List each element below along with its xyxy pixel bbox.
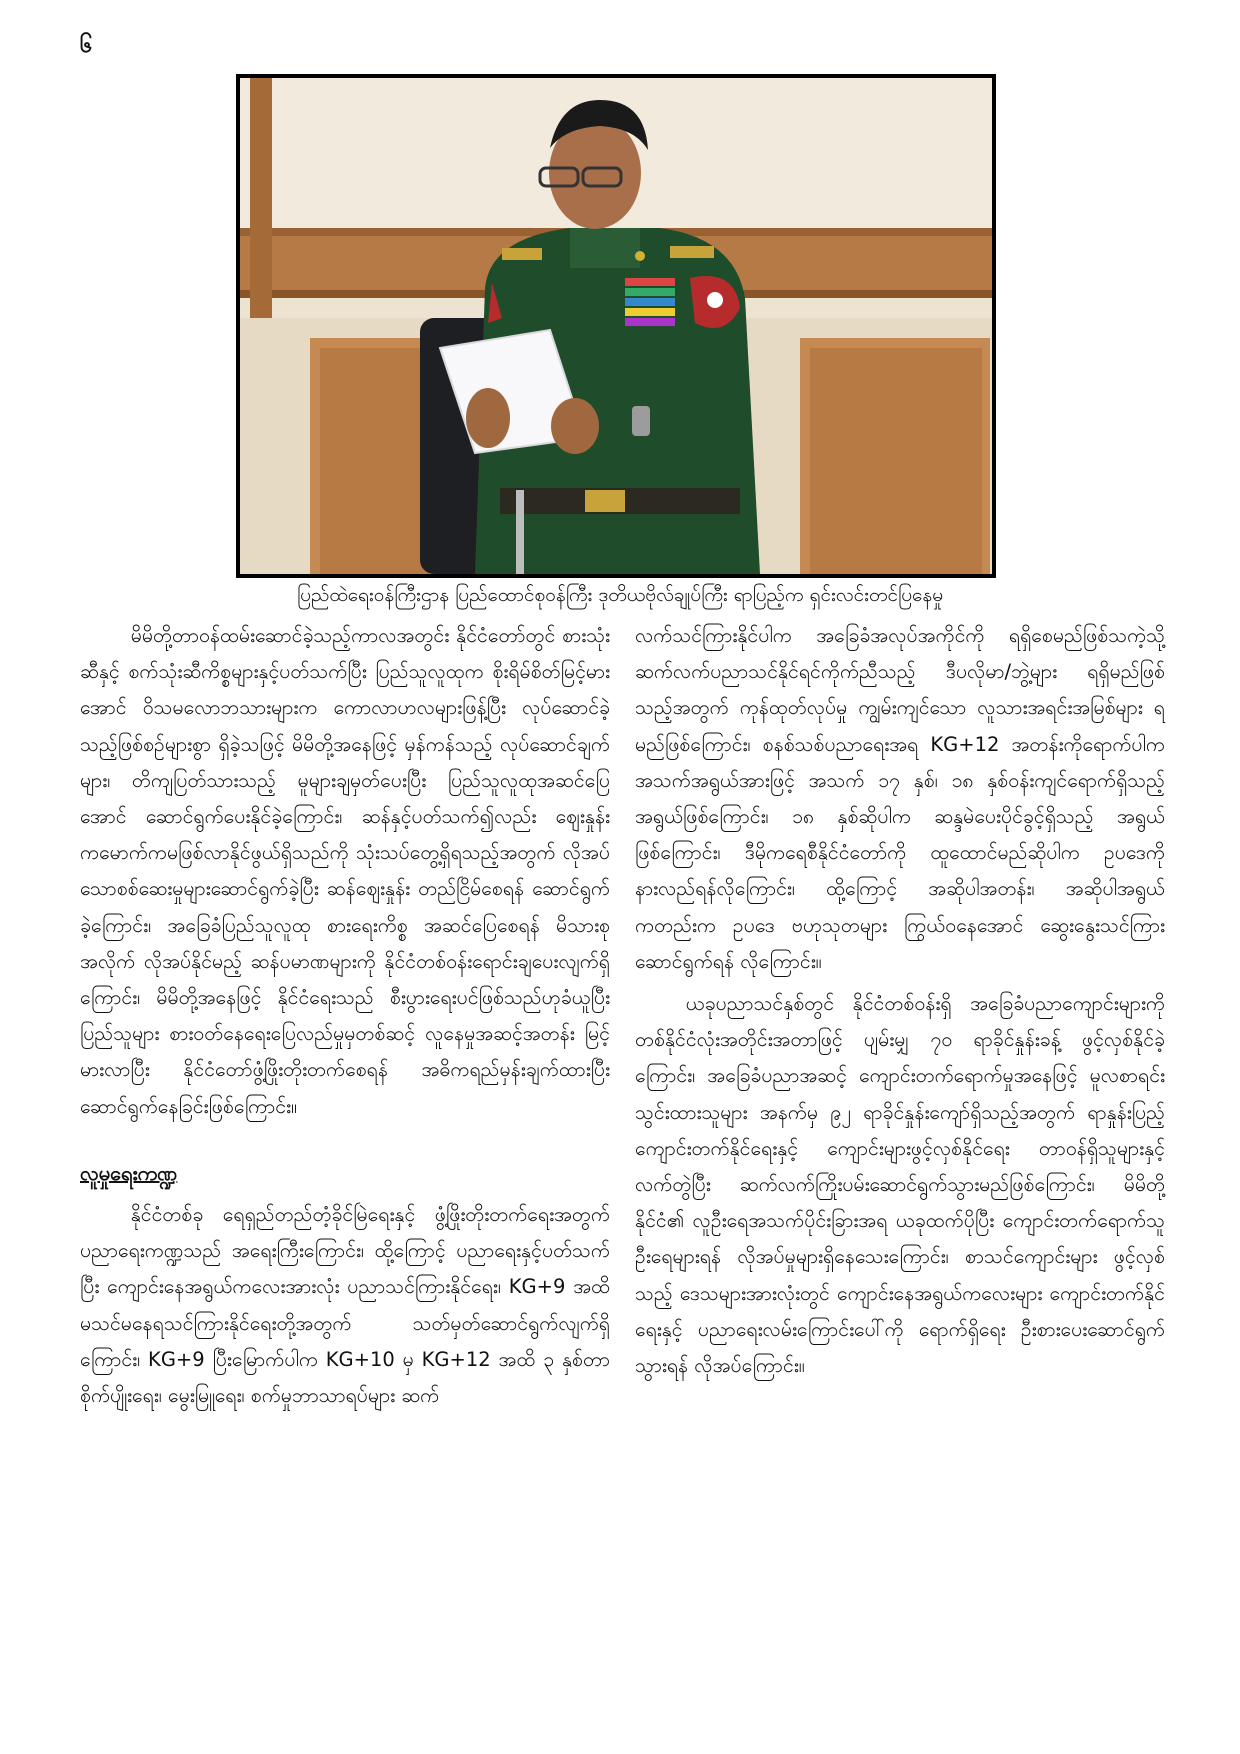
speaker-photo [236, 74, 996, 578]
paragraph-education: နိုင်ငံတစ်ခု ရေရှည်တည်တံ့ခိုင်မြဲရေးနှင့် ဖွံ့ဖြိုးတိုးတက်ရေးအတွက် ပညာရေးကဏ္ဍသည် အရေးကြီးကြောင်း၊ ထို့ကြောင့် ပညာရေးနှင့်ပတ်သက်ပြီး ကျောင်းနေအရွယ်ကလေးအားလုံး ပညာသင်ကြားနိုင်ရေး၊ KG+9 အထိ မသင်မနေရသင်ကြားနိုင်ရေးတို့အတွက် သတ်မှတ်ဆောင်ရွက်လျက်ရှိကြောင်း၊ KG+9 ပြီးမြောက်ပါက KG+10 မှ KG+12 အထိ ၃ နှစ်တာ စိုက်ပျိုးရေး၊ မွေးမြူရေး၊ စက်မှုဘာသာရပ်များ ဆက် [80, 1203, 610, 1408]
paragraph-school-attendance: ယခုပညာသင်နှစ်တွင် နိုင်ငံတစ်ဝန်းရှိ အခြေခံပညာကျောင်းများကို တစ်နိုင်ငံလုံးအတိုင်းအတာဖြင့် ပျမ်းမျှ ၇၀ ရာခိုင်နှုန်းခန့် ဖွင့်လှစ်နိုင်ခဲ့ကြောင်း၊ အခြေခံပညာအဆင့် ကျောင်းတက်ရောက်မှုအနေဖြင့် မူလစာရင်းသွင်းထားသူများ အနက်မှ ၉၂ ရာခိုင်နှုန်းကျော်ရှိသည့်အတွက် ရာနှုန်းပြည့် ကျောင်းတက်နိုင်ရေးနှင့် ကျောင်းများဖွင့်လှစ်နိုင်ရေး တာဝန်ရှိသူများနှင့်လက်တွဲပြီး ဆက်လက်ကြိုးပမ်းဆောင်ရွက်သွားမည်ဖြစ်ကြောင်း၊ မိမိတို့နိုင်ငံ၏ လူဦးရေအသက်ပိုင်းခြားအရ ယခုထက်ပိုပြီး ကျောင်းတက်ရောက်သူဦးရေများရန် လိုအပ်မှုများရှိနေသေးကြောင်း၊ စာသင်ကျောင်းများ ဖွင့်လှစ်သည့် ဒေသများအားလုံးတွင် ကျောင်းနေအရွယ်ကလေးများ ကျောင်းတက်နိုင်ရေးနှင့် ပညာရေးလမ်းကြောင်းပေါ်ကို ရောက်ရှိရေး ဦးစားပေးဆောင်ရွက်သွားရန် လိုအပ်ကြောင်း။ [635, 992, 1165, 1378]
page-number: ၆ [80, 33, 93, 58]
paragraph-economy: မိမိတို့တာဝန်ထမ်းဆောင်ခဲ့သည့်ကာလအတွင်း နိုင်ငံတော်တွင် စားသုံးဆီနှင့် စက်သုံးဆီကိစ္စများနှင့်ပတ်သက်ပြီး ပြည်သူလူထုက စိုးရိမ်စိတ်မြင့်မားအောင် ဝိသမလောဘသားများက ကောလာဟလများဖြန့်ပြီး လုပ်ဆောင်ခဲ့သည့်ဖြစ်စဉ်များစွာ ရှိခဲ့သဖြင့် မိမိတို့အနေဖြင့် မှန်ကန်သည့် လုပ်ဆောင်ချက်များ၊ တိကျပြတ်သားသည့် မူများချမှတ်ပေးပြီး ပြည်သူလူထုအဆင်ပြေအောင် ဆောင်ရွက်ပေးနိုင်ခဲ့ကြောင်း၊ ဆန်နှင့်ပတ်သက်၍လည်း ဈေးနှုန်းကမောက်ကမဖြစ်လာနိုင်ဖွယ်ရှိသည်ကို သုံးသပ်တွေ့ရှိရသည့်အတွက် လိုအပ်သောစစ်ဆေးမှုများဆောင်ရွက်ခဲ့ပြီး ဆန်ဈေးနှုန်း တည်ငြိမ်စေရန် ဆောင်ရွက်ခဲ့ကြောင်း၊ အခြေခံပြည်သူလူထု စားရေးကိစ္စ အဆင်ပြေစေရန် မိသားစုအလိုက် လိုအပ်နိုင်မည့် ဆန်ပမာဏများကို နိုင်ငံတစ်ဝန်းရောင်းချပေးလျက်ရှိကြောင်း၊ မိမိတို့အနေဖြင့် နိုင်ငံရေးသည် စီးပွားရေးပင်ဖြစ်သည်ဟုခံယူပြီး ပြည်သူများ စားဝတ်နေရေးပြေလည်မှုမှတစ်ဆင့် လူနေမှုအဆင့်အတန်း မြင့်မားလာပြီး နိုင်ငံတော်ဖွံ့ဖြိုးတိုးတက်စေရန် အဓိကရည်မှန်းချက်ထားပြီး ဆောင်ရွက်နေခြင်းဖြစ်ကြောင်း။ [80, 624, 610, 1118]
photo-caption: ပြည်ထဲရေးဝန်ကြီးဌာန ပြည်ထောင်စုဝန်ကြီး ဒုတိယဗိုလ်ချုပ်ကြီး ရာပြည့်က ရှင်းလင်းတင်ပြနေမှု [296, 584, 944, 606]
photo-illustration [240, 78, 992, 574]
left-column [80, 618, 610, 1414]
section-heading-social: လူမှုရေးကဏ္ဍ [80, 1160, 178, 1185]
right-column [635, 618, 1165, 1384]
paragraph-education-continued: လက်သင်ကြားနိုင်ပါက အခြေခံအလုပ်အကိုင်ကို ရရှိစေမည်ဖြစ်သကဲ့သို့ ဆက်လက်ပညာသင်နိုင်ရင်ကိုက်ညီသည့် ဒီပလိုမာ/ဘွဲ့များ ရရှိမည်ဖြစ်သည့်အတွက် ကုန်ထုတ်လုပ်မှု ကျွမ်းကျင်သော လူသားအရင်းအမြစ်များ ရမည်ဖြစ်ကြောင်း၊ စနစ်သစ်ပညာရေးအရ KG+12 အတန်းကိုရောက်ပါက အသက်အရွယ်အားဖြင့် အသက် ၁၇ နှစ်၊ ၁၈ နှစ်ဝန်းကျင်ရောက်ရှိသည့် အရွယ်ဖြစ်ကြောင်း၊ ၁၈ နှစ်ဆိုပါက ဆန္ဒမဲပေးပိုင်ခွင့်ရှိသည့် အရွယ်ဖြစ်ကြောင်း၊ ဒီမိုကရေစီနိုင်ငံတော်ကို ထူထောင်မည်ဆိုပါက ဥပဒေကို နားလည်ရန်လိုကြောင်း၊ ထို့ကြောင့် အဆိုပါအတန်း၊ အဆိုပါအရွယ်ကတည်းက ဥပဒေ ဗဟုသုတများ ကြွယ်ဝနေအောင် ဆွေးနွေးသင်ကြားဆောင်ရွက်ရန် လိုကြောင်း။ [635, 624, 1165, 973]
